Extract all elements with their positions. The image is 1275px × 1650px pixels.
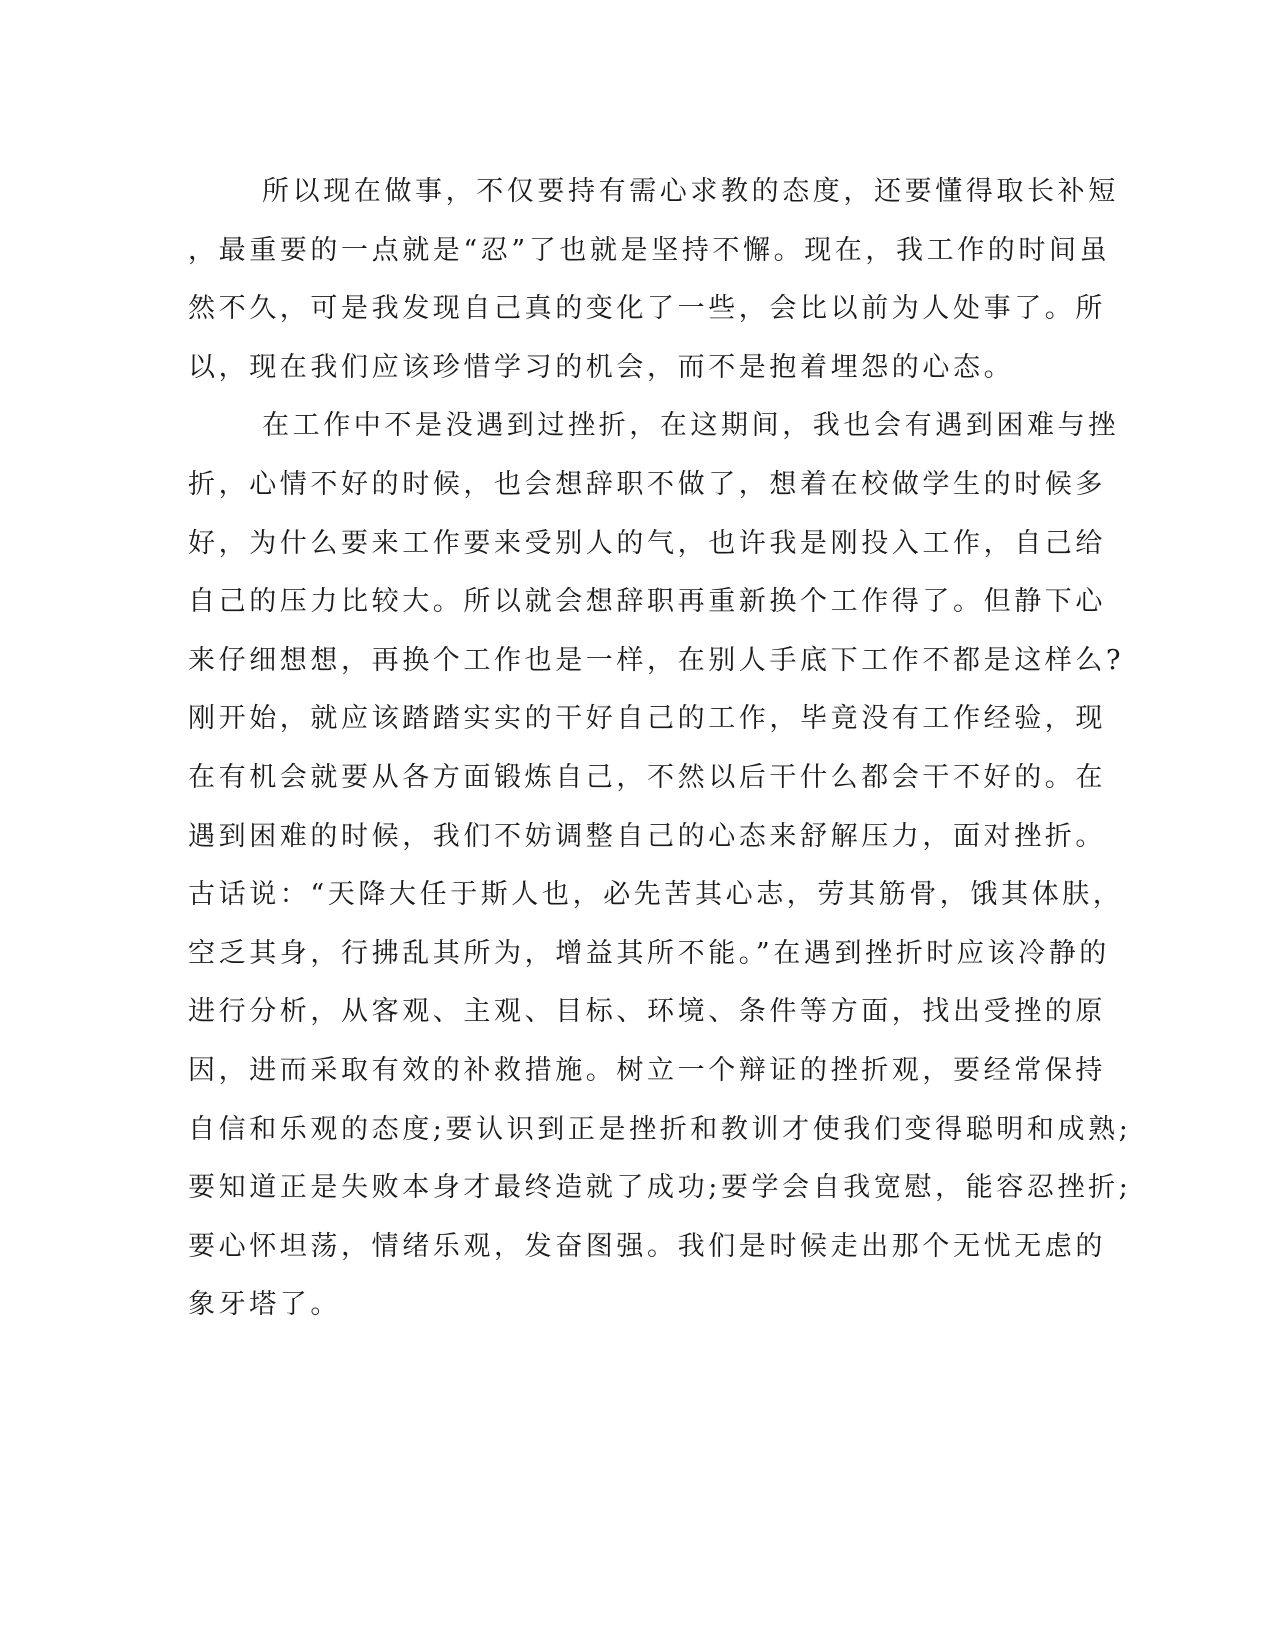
paragraph-line: 进行分析，从客观、主观、目标、环境、条件等方面，找出受挫的原: [188, 996, 1106, 1028]
paragraph-line: ，最重要的一点就是“忍”了也就是坚持不懈。现在，我工作的时间虽: [188, 234, 1111, 266]
paragraph-line: 在工作中不是没遇到过挫折，在这期间，我也会有遇到困难与挫: [262, 410, 1119, 442]
paragraph-line: 象牙塔了。: [188, 1289, 341, 1321]
paragraph-line: 因，进而采取有效的补救措施。树立一个辩证的挫折观，要经常保持: [188, 1054, 1106, 1086]
paragraph-line: 来仔细想想，再换个工作也是一样，在别人手底下工作不都是这样么?: [188, 644, 1125, 676]
paragraph-line: 自信和乐观的态度;要认识到正是挫折和教训才使我们变得聪明和成熟;: [188, 1113, 1132, 1145]
paragraph-1: [188, 163, 1119, 397]
body-text: [188, 163, 1132, 1335]
paragraph-line: 好，为什么要来工作要来受别人的气，也许我是刚投入工作，自己给: [188, 527, 1106, 559]
paragraph-line: 然不久，可是我发现自己真的变化了一些，会比以前为人处事了。所: [188, 293, 1106, 325]
paragraph-line: 所以现在做事，不仅要持有需心求教的态度，还要懂得取长补短: [262, 176, 1119, 207]
paragraph-line: 要心怀坦荡，情绪乐观，发奋图强。我们是时候走出那个无忧无虑的: [188, 1230, 1106, 1262]
paragraph-line: 自己的压力比较大。所以就会想辞职再重新换个工作得了。但静下心: [188, 586, 1106, 618]
paragraph-line: 折，心情不好的时候，也会想辞职不做了，想着在校做学生的时候多: [188, 468, 1106, 500]
paragraph-2: [188, 397, 1132, 1335]
paragraph-line: 要知道正是失败本身才最终造就了成功;要学会自我宽慰，能容忍挫折;: [188, 1172, 1132, 1204]
paragraph-line: 刚开始，就应该踏踏实实的干好自己的工作，毕竟没有工作经验，现: [188, 703, 1106, 735]
paragraph-line: 空乏其身，行拂乱其所为，增益其所不能。”在遇到挫折时应该冷静的: [188, 937, 1110, 969]
paragraph-line: 古话说：“天降大任于斯人也，必先苦其心志，劳其筋骨，饿其体肤，: [188, 879, 1124, 911]
paragraph-line: 以，现在我们应该珍惜学习的机会，而不是抱着埋怨的心态。: [188, 351, 1015, 383]
paragraph-line: 在有机会就要从各方面锻炼自己，不然以后干什么都会干不好的。在: [188, 761, 1106, 793]
paragraph-line: 遇到困难的时候，我们不妨调整自己的心态来舒解压力，面对挫折。: [188, 820, 1106, 852]
